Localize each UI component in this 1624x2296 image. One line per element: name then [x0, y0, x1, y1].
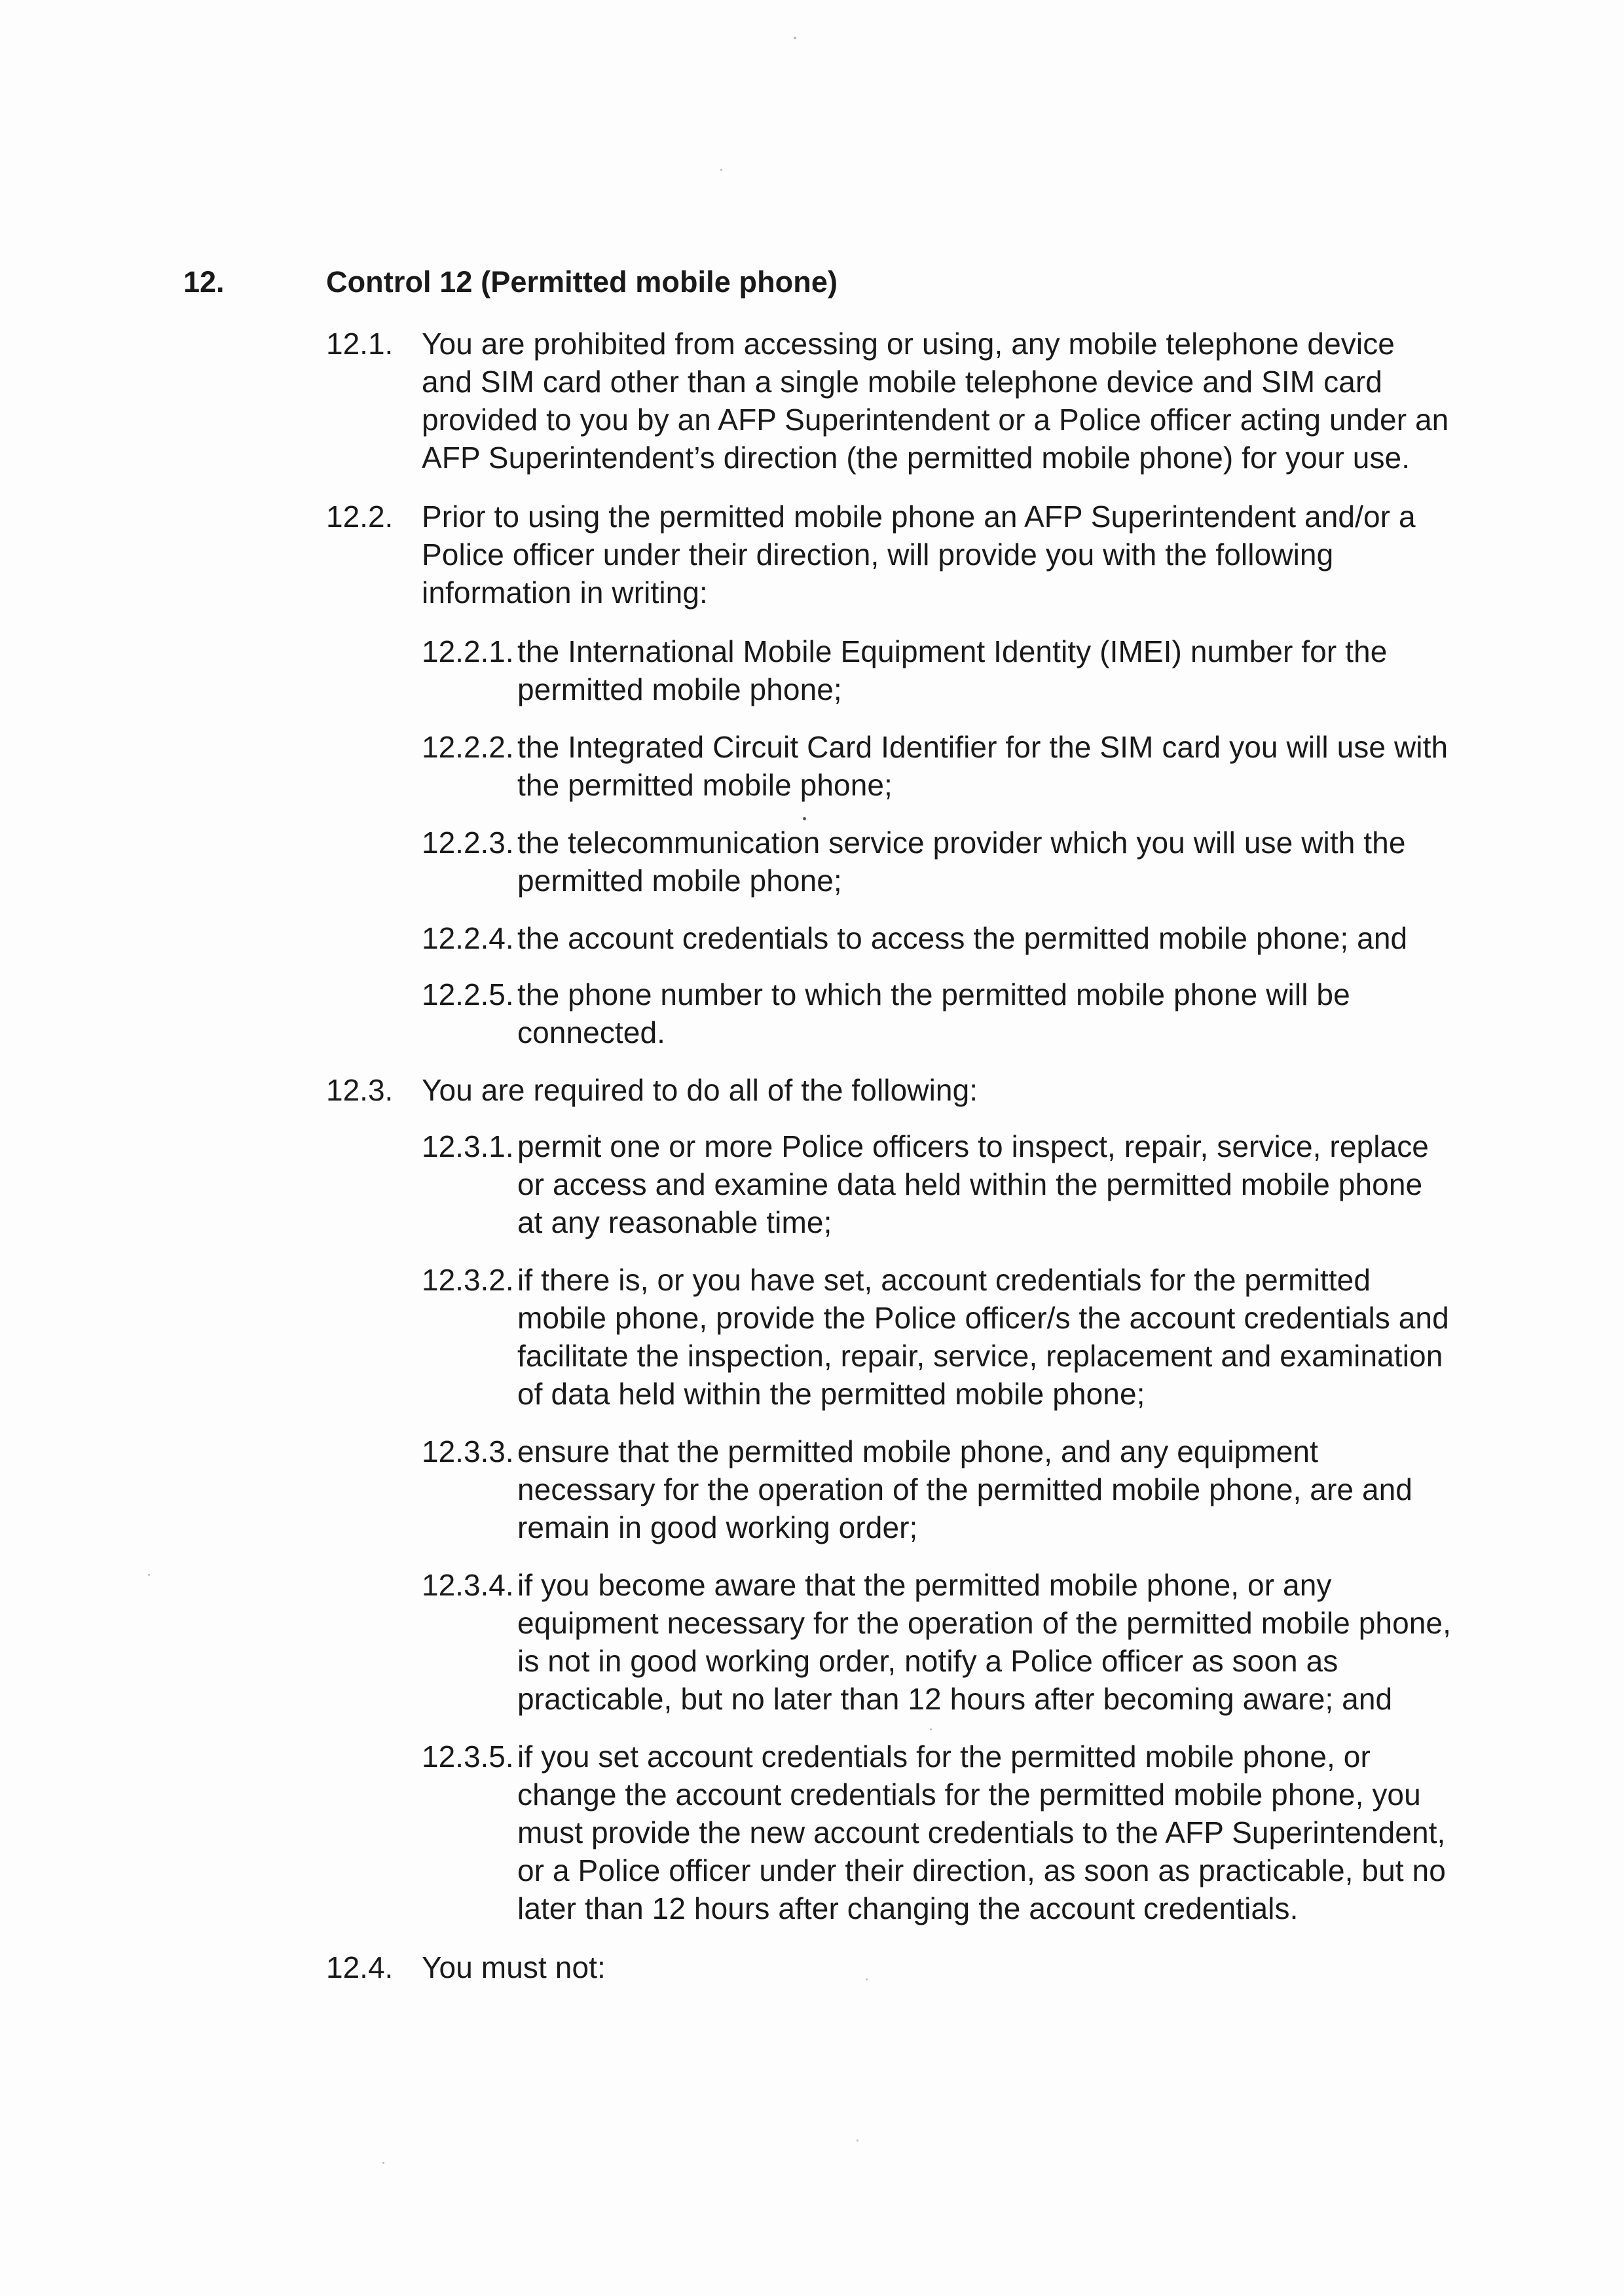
subclause-line: permit one or more Police officers to inspect, repair, service, replace	[517, 1129, 1429, 1163]
clause-text	[422, 1948, 606, 1986]
section-title: Control 12 (Permitted mobile phone)	[326, 265, 838, 299]
subclause-line: the account credentials to access the permitted mobile phone; and	[517, 921, 1408, 955]
subclause-number: 12.2.4.	[422, 921, 514, 955]
subclause-line: if you become aware that the permitted mobile phone, or any	[517, 1568, 1332, 1602]
clause-line: Police officer under their direction, will provide you with the following	[422, 538, 1334, 572]
scan-speck	[382, 2162, 384, 2164]
clause-line: and SIM card other than a single mobile telephone device and SIM card	[422, 365, 1382, 399]
subclause-line: at any reasonable time;	[517, 1205, 832, 1239]
subclause-text	[517, 975, 1350, 1051]
subclause-line: the phone number to which the permitted mobile phone will be	[517, 977, 1350, 1011]
subclause-line: or a Police officer under their direction, as soon as practicable, but no	[517, 1853, 1446, 1887]
subclause-number: 12.2.5.	[422, 977, 514, 1011]
subclause-line: if you set account credentials for the permitted mobile phone, or	[517, 1740, 1371, 1774]
subclause-line: facilitate the inspection, repair, service, replacement and examination	[517, 1339, 1443, 1373]
subclause-line: the permitted mobile phone;	[517, 768, 893, 802]
clause-line: You must not:	[422, 1950, 606, 1984]
subclause-line: if there is, or you have set, account credentials for the permitted	[517, 1263, 1371, 1297]
subclause-text	[517, 1261, 1449, 1413]
scan-speck	[866, 1978, 868, 1980]
clause-number: 12.2.	[326, 500, 394, 534]
subclause-line: permitted mobile phone;	[517, 864, 842, 898]
subclause-line: ensure that the permitted mobile phone, and any equipment	[517, 1434, 1318, 1468]
scan-speck	[857, 2140, 858, 2141]
subclause-number: 12.2.1.	[422, 634, 514, 668]
clause-line: information in writing:	[422, 575, 708, 610]
subclause-text	[517, 1566, 1451, 1718]
subclause-line: later than 12 hours after changing the account credentials.	[517, 1891, 1299, 1925]
clause-text	[422, 1071, 978, 1109]
scan-speck	[148, 1574, 150, 1576]
section-number: 12.	[183, 265, 225, 299]
subclause-line: the Integrated Circuit Card Identifier for the SIM card you will use with	[517, 730, 1449, 764]
subclause-line: equipment necessary for the operation of the permitted mobile phone,	[517, 1606, 1451, 1640]
subclause-line: must provide the new account credentials to the AFP Superintendent,	[517, 1815, 1446, 1850]
clause-line: You are required to do all of the following:	[422, 1073, 978, 1107]
subclause-number: 12.3.5.	[422, 1740, 514, 1774]
clause-line: AFP Superintendent’s direction (the permitted mobile phone) for your use.	[422, 441, 1411, 475]
subclause-number: 12.3.1.	[422, 1129, 514, 1163]
subclause-number: 12.2.2.	[422, 730, 514, 764]
clause-number: 12.1.	[326, 327, 394, 361]
subclause-line: of data held within the permitted mobile phone;	[517, 1377, 1145, 1411]
subclause-line: connected.	[517, 1015, 666, 1049]
subclause-line: or access and examine data held within the permitted mobile phone	[517, 1167, 1423, 1201]
clause-text	[422, 325, 1449, 477]
subclause-line: practicable, but no later than 12 hours after becoming aware; and	[517, 1682, 1393, 1716]
clause-line: provided to you by an AFP Superintendent or a Police officer acting under an	[422, 403, 1449, 437]
subclause-text	[517, 824, 1406, 900]
subclause-line: remain in good working order;	[517, 1510, 918, 1544]
subclause-number: 12.2.3.	[422, 826, 514, 860]
subclause-line: the telecommunication service provider which you will use with the	[517, 826, 1406, 860]
subclause-line: change the account credentials for the permitted mobile phone, you	[517, 1777, 1421, 1812]
clause-text	[422, 498, 1416, 611]
scan-speck	[930, 1728, 932, 1730]
scan-speck	[720, 169, 722, 171]
subclause-line: is not in good working order, notify a Police officer as soon as	[517, 1644, 1338, 1678]
subclause-line: necessary for the operation of the permitted mobile phone, are and	[517, 1472, 1412, 1506]
subclause-line: the International Mobile Equipment Identity (IMEI) number for the	[517, 634, 1388, 668]
clause-number: 12.3.	[326, 1073, 394, 1107]
subclause-text	[517, 632, 1387, 708]
subclause-text	[517, 728, 1448, 804]
scan-speck	[803, 817, 806, 820]
subclause-number: 12.3.3.	[422, 1434, 514, 1468]
subclause-line: mobile phone, provide the Police officer/s the account credentials and	[517, 1301, 1449, 1335]
subclause-text	[517, 1127, 1429, 1241]
subclause-text	[517, 1432, 1412, 1546]
clause-number: 12.4.	[326, 1950, 394, 1984]
subclause-number: 12.3.2.	[422, 1263, 514, 1297]
subclause-number: 12.3.4.	[422, 1568, 514, 1602]
subclause-text	[517, 919, 1407, 957]
subclause-line: permitted mobile phone;	[517, 672, 842, 706]
scan-speck	[794, 37, 796, 39]
clause-line: You are prohibited from accessing or using, any mobile telephone device	[422, 327, 1395, 361]
subclause-text	[517, 1738, 1446, 1927]
clause-line: Prior to using the permitted mobile phone an AFP Superintendent and/or a	[422, 500, 1416, 534]
